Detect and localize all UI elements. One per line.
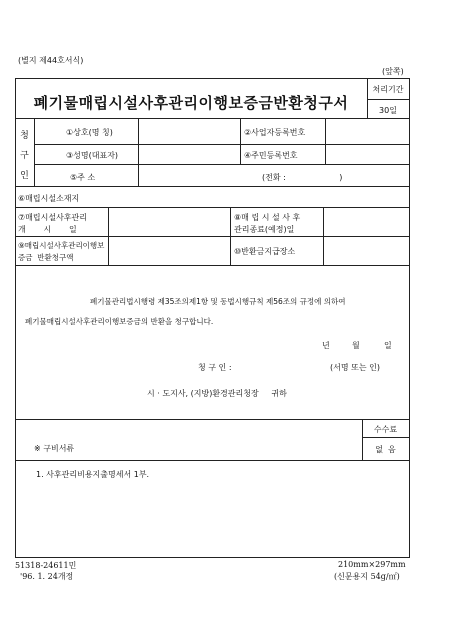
form-number: (별지 제44호서식) (18, 56, 84, 65)
paper-type: (신문용지 54g/㎡) (334, 572, 400, 581)
processing-period-label: 처리기간 (372, 85, 404, 94)
required-documents-title: ※ 구비서류 (34, 444, 75, 453)
address-label: ⑤주 소 (70, 173, 96, 182)
claimant-label-3: 인 (20, 171, 29, 181)
signature-note: (서명 또는 인) (330, 363, 380, 372)
paper-size: 210mm×297mm (338, 560, 406, 569)
claimant-label-2: 구 (20, 151, 29, 161)
refund-amount-label-line1: ⑨매립시설사후관리이행보 (18, 241, 105, 250)
business-name-label: ①상호(명 칭) (66, 128, 113, 137)
revision-date: '96. 1. 24개정 (20, 572, 74, 581)
fee-label: 수수료 (373, 425, 398, 434)
fee-value: 없 음 (375, 445, 396, 454)
phone-label: (전화 : ) (262, 173, 343, 182)
front-side-label: (앞쪽) (382, 67, 404, 76)
statement-line-2: 폐기물매립시설사후관리이행보증금의 반환을 청구합니다. (25, 317, 214, 326)
claimant-signature-label: 청 구 인 : (198, 363, 232, 372)
form-title: 폐기물매립시설사후관리이행보증금반환청구서 (33, 94, 349, 112)
representative-name-label: ③성명(대표자) (66, 151, 119, 160)
aftercare-end-label-line2: 관리종료(예정)일 (234, 225, 295, 234)
aftercare-start-label-line2: 개 시 일 (18, 225, 77, 234)
required-document-item-1: 1. 사후관리비용지출명세서 1부. (36, 470, 150, 479)
facility-location-label: ⑥매립시설소재지 (18, 194, 80, 203)
aftercare-end-label-line1: ⑧매 립 시 설 사 후 (234, 213, 301, 222)
form-code: 51318-24611민 (15, 561, 77, 570)
processing-period-value: 30일 (379, 106, 397, 115)
date-month-label: 월 (352, 341, 360, 350)
business-registration-label: ②사업자등록번호 (244, 128, 306, 137)
claimant-label-1: 청 (20, 131, 29, 141)
date-year-label: 년 (322, 341, 330, 350)
aftercare-start-label-line1: ⑦매립시설사후관리 (18, 213, 87, 222)
date-day-label: 일 (384, 341, 392, 350)
resident-number-label: ④주민등록번호 (244, 151, 298, 160)
payment-place-label: ⑩반환금지급장소 (234, 247, 296, 256)
statement-line-1: 폐기물관리법시행령 제35조의제1항 및 동법시행규칙 제56조의 규정에 의하여 (90, 297, 346, 306)
addressee: 시 · 도지사, (지방)환경관리청장 귀하 (147, 389, 287, 398)
refund-amount-label-line2: 증금 반환청구액 (18, 253, 74, 262)
